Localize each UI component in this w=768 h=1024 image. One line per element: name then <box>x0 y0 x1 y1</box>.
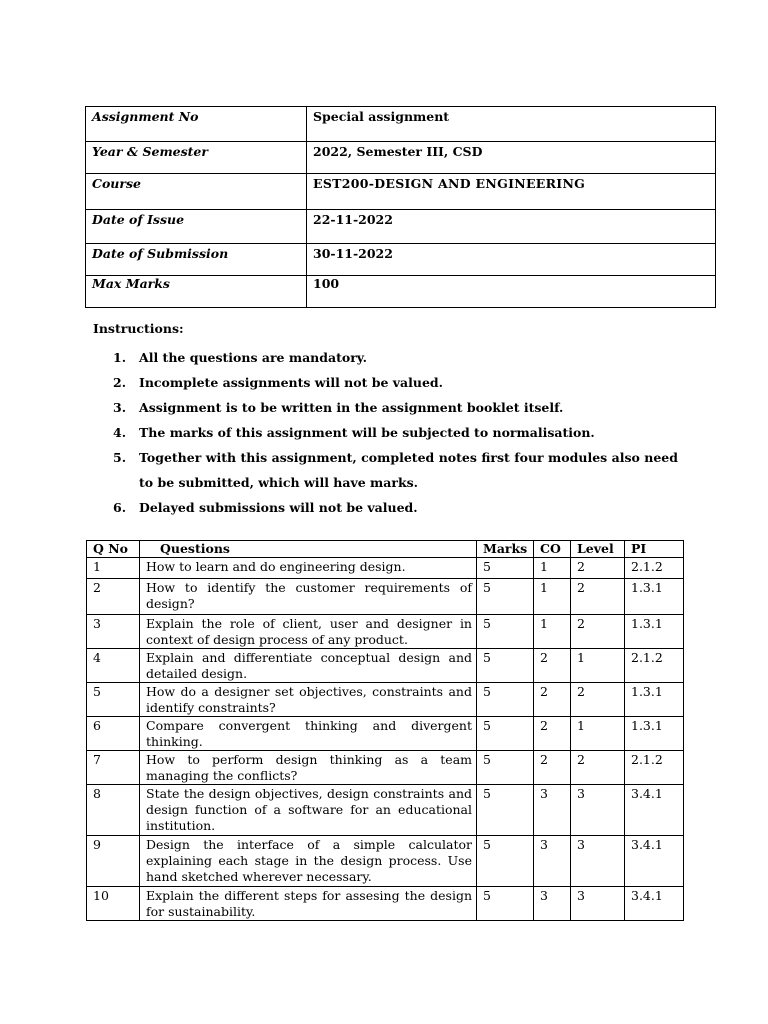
info-value: Special assignment <box>307 107 716 142</box>
cell-co: 1 <box>534 615 571 649</box>
cell-marks: 5 <box>477 836 534 887</box>
cell-marks: 5 <box>477 887 534 921</box>
header-marks: Marks <box>477 541 534 558</box>
questions-header-row <box>87 541 684 558</box>
cell-level: 1 <box>571 717 625 751</box>
cell-pi: 2.1.2 <box>625 649 684 683</box>
cell-q-no: 6 <box>87 717 140 751</box>
cell-level: 2 <box>571 751 625 785</box>
instruction-number: 4. <box>113 425 127 440</box>
cell-level: 2 <box>571 579 625 615</box>
cell-level: 2 <box>571 683 625 717</box>
instruction-number: 5. <box>113 450 127 465</box>
cell-marks: 5 <box>477 785 534 836</box>
info-label: Year & Semester <box>86 142 307 174</box>
cell-co: 1 <box>534 579 571 615</box>
cell-question: How to learn and do engineering design. <box>140 558 477 579</box>
table-row <box>87 717 684 751</box>
cell-co: 1 <box>534 558 571 579</box>
table-row <box>87 649 684 683</box>
instruction-item <box>113 445 678 495</box>
table-row <box>87 558 684 579</box>
info-row-date-of-issue <box>86 210 716 244</box>
cell-q-no: 2 <box>87 579 140 615</box>
cell-q-no: 7 <box>87 751 140 785</box>
instruction-item <box>113 495 678 520</box>
header-level: Level <box>571 541 625 558</box>
cell-question: How do a designer set objectives, constraints and identify constraints? <box>140 683 477 717</box>
info-value: 22-11-2022 <box>307 210 716 244</box>
instruction-number: 2. <box>113 375 127 390</box>
cell-co: 2 <box>534 683 571 717</box>
info-label: Assignment No <box>86 107 307 142</box>
instruction-text: Delayed submissions will not be valued. <box>139 500 418 515</box>
cell-question: How to identify the customer requirements of design? <box>140 579 477 615</box>
info-row-assignment-no <box>86 107 716 142</box>
cell-pi: 3.4.1 <box>625 785 684 836</box>
info-value: 2022, Semester III, CSD <box>307 142 716 174</box>
cell-co: 3 <box>534 887 571 921</box>
cell-level: 3 <box>571 887 625 921</box>
instruction-number: 1. <box>113 350 127 365</box>
info-row-year-semester <box>86 142 716 174</box>
info-label: Max Marks <box>86 276 307 308</box>
cell-pi: 2.1.2 <box>625 558 684 579</box>
instruction-text: Together with this assignment, completed notes first four modules also need to be submitted, which will have marks. <box>139 450 678 490</box>
cell-q-no: 8 <box>87 785 140 836</box>
cell-level: 2 <box>571 558 625 579</box>
cell-level: 1 <box>571 649 625 683</box>
cell-marks: 5 <box>477 683 534 717</box>
info-value: EST200-DESIGN AND ENGINEERING <box>307 174 716 210</box>
info-label: Date of Issue <box>86 210 307 244</box>
cell-level: 2 <box>571 615 625 649</box>
questions-table <box>86 540 684 921</box>
cell-question: Explain the different steps for assesing the design for sustainability. <box>140 887 477 921</box>
cell-co: 2 <box>534 717 571 751</box>
cell-pi: 1.3.1 <box>625 579 684 615</box>
cell-question: Compare convergent thinking and divergent thinking. <box>140 717 477 751</box>
instruction-item <box>113 395 678 420</box>
table-row <box>87 683 684 717</box>
cell-pi: 1.3.1 <box>625 615 684 649</box>
table-row <box>87 579 684 615</box>
info-label: Date of Submission <box>86 244 307 276</box>
cell-level: 3 <box>571 785 625 836</box>
cell-question: Explain the role of client, user and designer in context of design process of any product. <box>140 615 477 649</box>
cell-question: Explain and differentiate conceptual design and detailed design. <box>140 649 477 683</box>
header-co: CO <box>534 541 571 558</box>
instruction-text: The marks of this assignment will be subjected to normalisation. <box>139 425 595 440</box>
cell-marks: 5 <box>477 751 534 785</box>
header-pi: PI <box>625 541 684 558</box>
table-row <box>87 887 684 921</box>
cell-marks: 5 <box>477 615 534 649</box>
cell-q-no: 5 <box>87 683 140 717</box>
info-row-course <box>86 174 716 210</box>
cell-co: 3 <box>534 836 571 887</box>
cell-co: 3 <box>534 785 571 836</box>
cell-co: 2 <box>534 649 571 683</box>
instruction-number: 3. <box>113 400 127 415</box>
cell-level: 3 <box>571 836 625 887</box>
cell-marks: 5 <box>477 558 534 579</box>
info-label: Course <box>86 174 307 210</box>
instructions-list <box>113 345 678 520</box>
table-row <box>87 615 684 649</box>
cell-pi: 3.4.1 <box>625 836 684 887</box>
cell-question: State the design objectives, design constraints and design function of a software for an educational institution. <box>140 785 477 836</box>
table-row <box>87 836 684 887</box>
cell-pi: 1.3.1 <box>625 683 684 717</box>
cell-marks: 5 <box>477 649 534 683</box>
instruction-item <box>113 420 678 445</box>
cell-pi: 3.4.1 <box>625 887 684 921</box>
cell-marks: 5 <box>477 717 534 751</box>
assignment-info-table <box>85 106 716 308</box>
info-row-max-marks <box>86 276 716 308</box>
header-questions: Questions <box>140 541 477 558</box>
table-row <box>87 785 684 836</box>
cell-marks: 5 <box>477 579 534 615</box>
cell-pi: 2.1.2 <box>625 751 684 785</box>
instruction-text: All the questions are mandatory. <box>139 350 367 365</box>
instructions-heading: Instructions: <box>93 321 184 336</box>
info-value: 100 <box>307 276 716 308</box>
instruction-item <box>113 345 678 370</box>
info-value: 30-11-2022 <box>307 244 716 276</box>
cell-q-no: 1 <box>87 558 140 579</box>
cell-q-no: 4 <box>87 649 140 683</box>
cell-q-no: 10 <box>87 887 140 921</box>
info-row-date-of-submission <box>86 244 716 276</box>
cell-question: How to perform design thinking as a team managing the conflicts? <box>140 751 477 785</box>
cell-pi: 1.3.1 <box>625 717 684 751</box>
cell-co: 2 <box>534 751 571 785</box>
instruction-text: Incomplete assignments will not be valued. <box>139 375 444 390</box>
cell-q-no: 3 <box>87 615 140 649</box>
header-q-no: Q No <box>87 541 140 558</box>
table-row <box>87 751 684 785</box>
cell-q-no: 9 <box>87 836 140 887</box>
cell-question: Design the interface of a simple calculator explaining each stage in the design process. Use hand sketched wherever necessary. <box>140 836 477 887</box>
instruction-number: 6. <box>113 500 127 515</box>
instruction-item <box>113 370 678 395</box>
instruction-text: Assignment is to be written in the assignment booklet itself. <box>139 400 564 415</box>
